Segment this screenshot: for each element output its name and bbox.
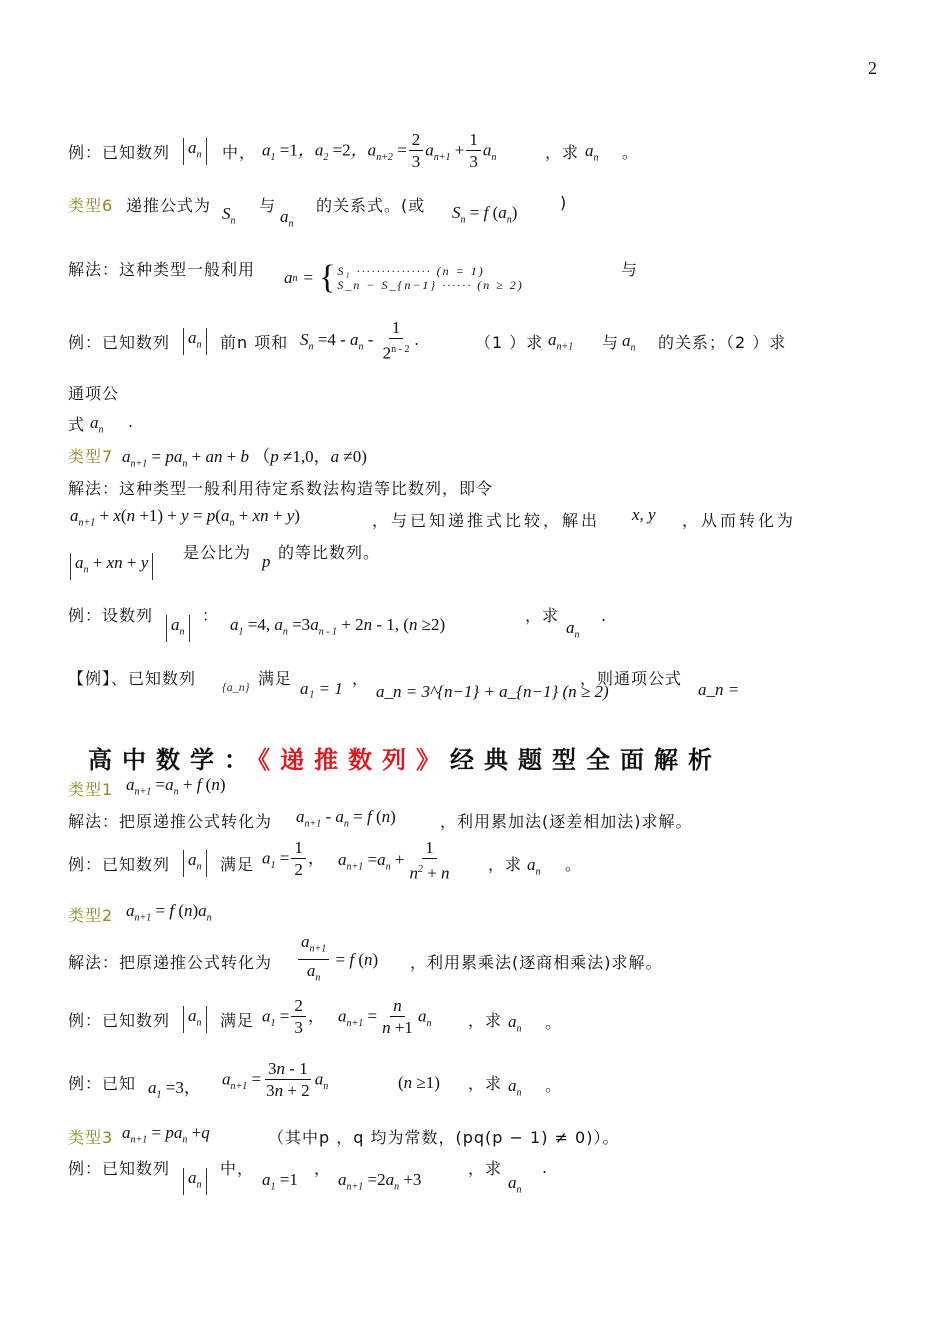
- ex1-condition: $a_1 =1$，$a_2 =2$，$a_{n+2}$ = $\frac{2}{3}$ $a_{n+1}$ + $\frac{1}{3}$ $a_n$: [262, 130, 497, 171]
- type2-ex1-seq: $a_n$: [183, 1006, 207, 1033]
- ex6-q1: （1 ）求: [475, 333, 544, 352]
- type2-ex1-cond2: $a_{n+1}$ = $\frac{n}{n +1}$ $a_n$: [338, 996, 432, 1037]
- method7-text5: 的等比数列。: [278, 543, 381, 562]
- method7-vars: x, y: [632, 505, 656, 524]
- heading-part3: 经典题型全面解析: [450, 746, 722, 774]
- ex7-prefix: 例：设数列: [68, 606, 154, 625]
- ex1-end: 。: [622, 143, 640, 162]
- ex-bracket-cond2: a_n = 3^{n−1} + a_{n−1} (n ≥ 2): [376, 682, 609, 701]
- type1-label: 类型1: [68, 780, 114, 799]
- ex1-mid: 中，: [222, 143, 257, 162]
- ex1-seq: $a_n$: [183, 138, 207, 165]
- type2-method-end: ，利用累乘法(逐商相乘法)求解。: [410, 953, 663, 972]
- ex7-target: $a_n$: [566, 618, 580, 641]
- type2-ex1-cond1: $a_1$ = $\frac{2}{3}$ ，: [262, 996, 325, 1037]
- type3-ex-suffix: ，求: [468, 1159, 503, 1178]
- ex7-formula: $a_1 =4$, $a_n =3a_{n - 1} + 2n - 1$, (n ≥2): [230, 615, 446, 638]
- type2-method-formula: $\frac{a_{n+1}}{a_n}$ = f (n): [296, 932, 378, 990]
- ex6-and: 与: [602, 333, 620, 352]
- type2-formula: $a_{n+1} = f$ $(n)a_n$: [126, 901, 212, 924]
- ex6-line3-target: $a_n$: [90, 413, 104, 436]
- method6-case1: S₁ ··············· (n = 1): [337, 264, 485, 278]
- type1-ex-suffix: ，求: [488, 855, 523, 874]
- ex6-prefix: 例：已知数列: [68, 333, 171, 352]
- page-number: 2: [868, 58, 877, 78]
- type3-note: （其中p ，q 均为常数，(pq(p − 1) ≠ 0)）。: [268, 1128, 620, 1147]
- ex6-formula: $S_n =4 - a_n$ - $\frac{1}{2^{n - 2}}$ .: [300, 318, 419, 363]
- method7-formula: $a_{n+1} + x(n +1) + y = p(a_n$ + xn + y): [70, 506, 300, 529]
- type3-ex-mid: 中，: [220, 1159, 255, 1178]
- type1-method-formula: $a_{n+1} - a_n = f$ (n): [296, 807, 396, 830]
- method6-text: 解法：这种类型一般利用: [68, 260, 256, 279]
- heading-part2: 《递推数列》: [258, 746, 450, 774]
- method7-text2: ，与已知递推式比较，解出: [372, 511, 601, 530]
- type1-ex-cond1: $a_1$ = $\frac{1}{2}$ ，: [262, 838, 325, 879]
- ex-bracket-comma: ，: [352, 669, 370, 688]
- type6-and: 与: [259, 196, 277, 215]
- ex1-prefix: 例：已知数列: [68, 143, 171, 162]
- method7-p: p: [262, 552, 271, 571]
- type2-ex2-suffix: ，求: [468, 1074, 503, 1093]
- ex7-end: .: [601, 606, 608, 625]
- type7-label: 类型7: [68, 447, 114, 466]
- type2-ex1-end: 。: [545, 1013, 563, 1032]
- type2-label: 类型2: [68, 906, 114, 925]
- ex6-q1b: 的关系；（2 ）求: [658, 333, 787, 352]
- type1-ex-prefix: 例：已知数列: [68, 855, 171, 874]
- ex6-mid: 前n 项和: [220, 333, 289, 352]
- type2-ex2-cond3: (n ≥1): [398, 1073, 440, 1092]
- type6-close: ): [560, 193, 568, 212]
- type3-ex-seq: $a_n$: [183, 1168, 207, 1195]
- ex6-seq: $a_n$: [183, 328, 207, 355]
- type2-ex1-target: $a_n$: [508, 1012, 522, 1035]
- page-heading: [88, 740, 722, 775]
- type6-s-n: $S_n$: [222, 204, 236, 227]
- ex-bracket-cond1: a₁ = 1: [300, 679, 343, 698]
- ex1-target: $a_n$: [585, 141, 599, 164]
- type3-ex-prefix: 例：已知数列: [68, 1159, 171, 1178]
- type1-method-end: ，利用累加法(逐差相加法)求解。: [440, 812, 693, 831]
- method6-case2: S_n − S_{n−1} ······ (n ≥ 2): [337, 278, 524, 292]
- type1-ex-target: $a_n$: [527, 855, 541, 878]
- type7-formula: $a_{n+1} = pa_n$ + an + b （p ≠1,0，a ≠0): [122, 447, 367, 470]
- method7-text4: 是公比为: [183, 543, 252, 562]
- type1-formula: $a_{n+1} =a_n + f$ (n): [126, 775, 226, 798]
- type2-ex2-cond2: $a_{n+1}$ = $\frac{3n - 1}{3n + 2}$ $a_n$: [222, 1059, 329, 1100]
- method7-seq: $a_n$ + xn + y: [70, 553, 153, 580]
- ex-bracket-seq: {a_n}: [222, 680, 250, 694]
- type2-ex1-suffix: ，求: [468, 1011, 503, 1030]
- method6-suffix: 与: [621, 260, 639, 279]
- type2-ex2-end: 。: [545, 1076, 563, 1095]
- ex-bracket-mid: 满足: [258, 669, 293, 688]
- ex-bracket-suffix: ，则通项公式: [580, 669, 683, 688]
- ex6-target1: $a_{n+1}$: [548, 330, 574, 353]
- type3-ex-cond1: $a_1 =1$: [262, 1170, 298, 1193]
- ex-bracket-result: a_n =: [698, 680, 740, 699]
- ex7-suffix: ，求: [525, 606, 560, 625]
- type1-method: 解法：把原递推公式转化为: [68, 812, 273, 831]
- ex7-colon: ：: [202, 606, 220, 625]
- type1-ex-cond2: $a_{n+1} =a_n$ + $\frac{1}{n^2 + n}$: [338, 838, 450, 883]
- method7-text3: ，从而转化为: [682, 511, 797, 530]
- type1-ex-seq: $a_n$: [183, 850, 207, 877]
- type3-ex-end: .: [542, 1158, 549, 1177]
- type3-comma: ，: [314, 1159, 332, 1178]
- type6-text2: 的关系式。(或: [316, 196, 426, 215]
- ex6-line3-end: .: [128, 412, 135, 431]
- type2-ex2-prefix: 例：已知: [68, 1074, 137, 1093]
- type2-ex2-target: $a_n$: [508, 1076, 522, 1099]
- ex6-line2: 通项公: [68, 384, 120, 403]
- type2-method: 解法：把原递推公式转化为: [68, 953, 273, 972]
- type6-label: 类型6: [68, 196, 114, 215]
- method6-cases: a n = { S₁ ··············· (n = 1) S_n − S_{n−1} ······ (n ≥ 2): [284, 259, 524, 296]
- ex6-target2: $a_n$: [622, 331, 636, 354]
- type3-label: 类型3: [68, 1128, 114, 1147]
- type2-ex2-cond1: $a_1 =3$，: [148, 1078, 201, 1101]
- type3-formula: $a_{n+1} = pa_n +q$: [122, 1123, 210, 1146]
- type1-ex-mid: 满足: [220, 855, 255, 874]
- type3-ex-cond2: $a_{n+1} =2a_n +3$: [338, 1170, 422, 1193]
- method7-text: 解法：这种类型一般利用待定系数法构造等比数列，即令: [68, 479, 494, 498]
- type6-a-n: $a_n$: [280, 207, 294, 230]
- type6-text: 递推公式为: [126, 196, 212, 215]
- ex1-suffix: ，求: [545, 143, 580, 162]
- type6-formula: $S_n = f$ $(a_n)$: [452, 203, 518, 226]
- type1-ex-end: 。: [565, 855, 583, 874]
- type3-ex-target: $a_n$: [508, 1173, 522, 1196]
- ex6-line3: 式: [68, 415, 86, 434]
- type2-ex1-prefix: 例：已知数列: [68, 1011, 171, 1030]
- ex-bracket-prefix: 【例】、已知数列: [68, 669, 197, 688]
- ex7-seq: $a_n$: [166, 615, 190, 642]
- heading-part1: 高中数学：: [88, 746, 258, 774]
- type2-ex1-mid: 满足: [220, 1011, 255, 1030]
